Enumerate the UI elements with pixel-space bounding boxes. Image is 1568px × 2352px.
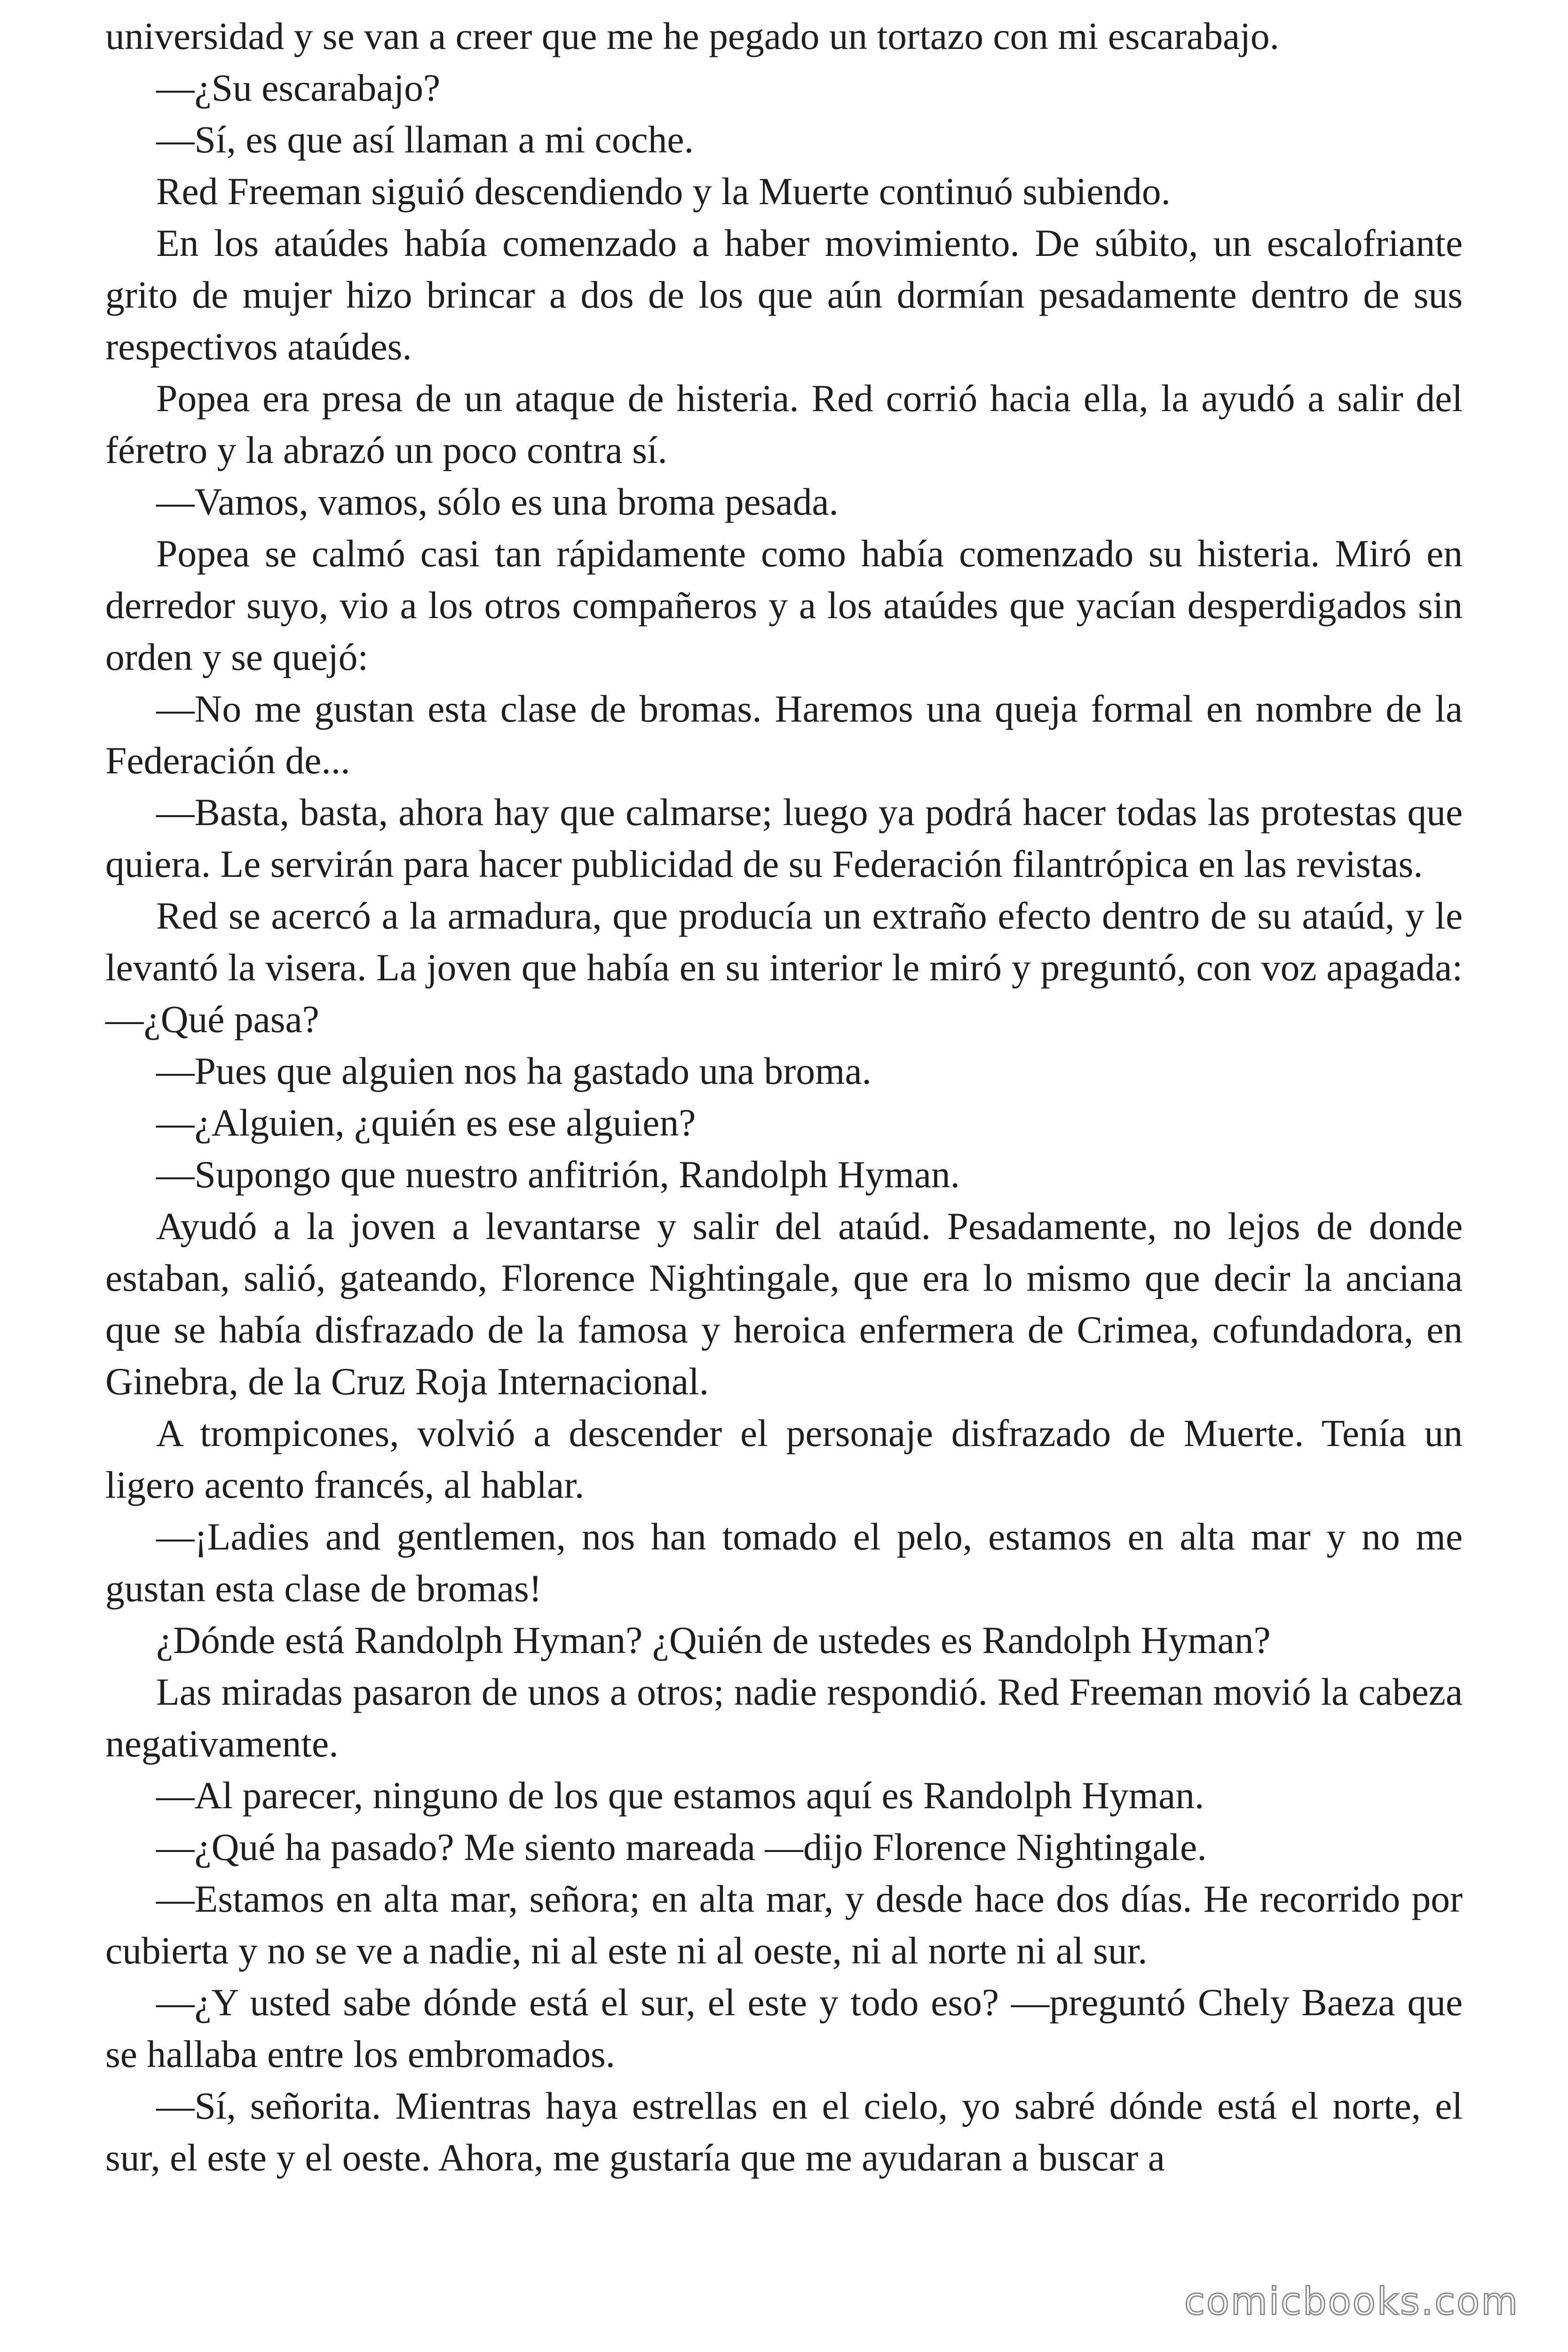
paragraph: —¡Ladies and gentlemen, nos han tomado el pelo, estamos en alta mar y no me gustan esta clase de bromas! bbox=[105, 1515, 1463, 1610]
paragraph: A trompicones, volvió a descender el personaje disfrazado de Muerte. Tenía un ligero acento francés, al hablar. bbox=[105, 1412, 1463, 1506]
book-page-text bbox=[105, 10, 1463, 2184]
paragraph-continued: universidad y se van a creer que me he pegado un tortazo con mi escarabajo. bbox=[105, 15, 1280, 57]
paragraph: —No me gustan esta clase de bromas. Haremos una queja formal en nombre de la Federación de... bbox=[105, 687, 1463, 782]
paragraph: Popea era presa de un ataque de histeria. Red corrió hacia ella, la ayudó a salir del féretro y la abrazó un poco contra sí. bbox=[105, 377, 1463, 471]
paragraph: Popea se calmó casi tan rápidamente como había comenzado su histeria. Miró en derredor suyo, vio a los otros compañeros y a los ataúdes que yacían desperdigados sin orden y se quejó: bbox=[105, 532, 1463, 678]
paragraph: —Al parecer, ninguno de los que estamos aquí es Randolph Hyman. bbox=[156, 1774, 1204, 1817]
paragraph: Las miradas pasaron de unos a otros; nadie respondió. Red Freeman movió la cabeza negativamente. bbox=[105, 1670, 1463, 1765]
watermark: comicbooks.com bbox=[1184, 2280, 1519, 2323]
paragraph: —Estamos en alta mar, señora; en alta mar, y desde hace dos días. He recorrido por cubierta y no se ve a nadie, ni al este ni al oeste, ni al norte ni al sur. bbox=[105, 1877, 1463, 1972]
paragraph: —¿Y usted sabe dónde está el sur, el este y todo eso? —preguntó Chely Baeza que se hallaba entre los embromados. bbox=[105, 1981, 1463, 2075]
paragraph: Red Freeman siguió descendiendo y la Muerte continuó subiendo. bbox=[156, 170, 1171, 213]
paragraph: —Pues que alguien nos ha gastado una broma. bbox=[156, 1049, 872, 1092]
paragraph: —¿Alguien, ¿quién es ese alguien? bbox=[156, 1101, 696, 1144]
paragraph: —¿Su escarabajo? bbox=[156, 66, 441, 109]
paragraph: —Supongo que nuestro anfitrión, Randolph Hyman. bbox=[156, 1153, 960, 1196]
paragraph: —Vamos, vamos, sólo es una broma pesada. bbox=[156, 480, 839, 523]
paragraph: Ayudó a la joven a levantarse y salir del ataúd. Pesadamente, no lejos de donde estaban, salió, gateando, Florence Nightingale, que era lo mismo que decir la anciana que se había disfrazado de la famosa y heroica enfermera de Crimea, cofundadora, en Ginebra, de la Cruz Roja Internacional. bbox=[105, 1205, 1463, 1403]
paragraph: —Sí, señorita. Mientras haya estrellas en el cielo, yo sabré dónde está el norte, el sur, el este y el oeste. Ahora, me gustaría que me ayudaran a buscar a bbox=[105, 2084, 1463, 2179]
paragraph: Red se acercó a la armadura, que producía un extraño efecto dentro de su ataúd, y le levantó la visera. La joven que había en su interior le miró y preguntó, con voz apagada: —¿Qué pasa? bbox=[105, 894, 1463, 1041]
paragraph: —Sí, es que así llaman a mi coche. bbox=[156, 118, 694, 161]
paragraph: —Basta, basta, ahora hay que calmarse; luego ya podrá hacer todas las protestas que quiera. Le servirán para hacer publicidad de su Federación filantrópica en las revistas. bbox=[105, 791, 1463, 885]
paragraph: ¿Dónde está Randolph Hyman? ¿Quién de ustedes es Randolph Hyman? bbox=[156, 1619, 1271, 1661]
paragraph: En los ataúdes había comenzado a haber movimiento. De súbito, un escalofriante grito de mujer hizo brincar a dos de los que aún dormían pesadamente dentro de sus respectivos ataúdes. bbox=[105, 222, 1463, 368]
paragraph: —¿Qué ha pasado? Me siento mareada —dijo Florence Nightingale. bbox=[156, 1826, 1207, 1868]
